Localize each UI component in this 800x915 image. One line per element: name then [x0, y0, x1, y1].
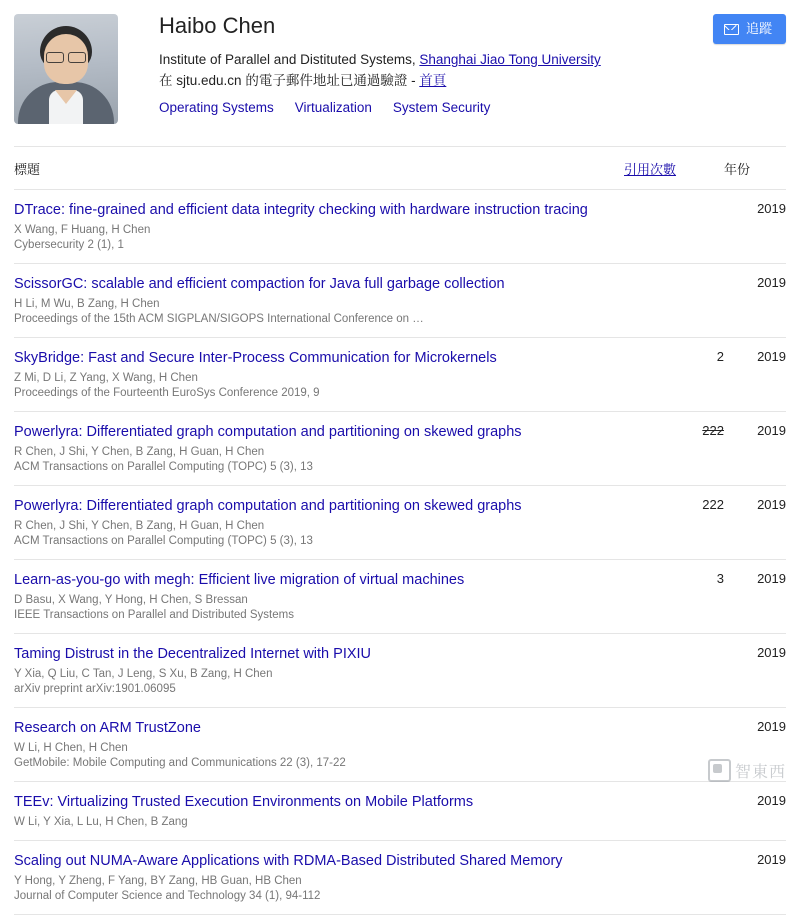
article-title-link[interactable]: Research on ARM TrustZone	[14, 720, 201, 736]
affiliation-link[interactable]: Shanghai Jiao Tong University	[419, 52, 601, 67]
avatar	[14, 14, 118, 124]
article-cell	[14, 486, 624, 560]
article-cell	[14, 634, 624, 708]
article-cell	[14, 560, 624, 634]
verified-suffix: 的電子郵件地址已通過驗證 -	[241, 73, 420, 88]
mail-icon	[724, 24, 739, 35]
article-venue: Journal of Computer Science and Technology 34 (1), 94-112	[14, 890, 321, 902]
table-row	[14, 841, 786, 915]
table-row	[14, 782, 786, 841]
article-year: 2019	[724, 708, 786, 782]
article-cell	[14, 412, 624, 486]
article-venue: ACM Transactions on Parallel Computing (TOPC) 5 (3), 13	[14, 535, 313, 547]
article-authors: X Wang, F Huang, H Chen	[14, 224, 151, 236]
article-authors: W Li, Y Xia, L Lu, H Chen, B Zang	[14, 816, 188, 828]
article-cited-by[interactable]: 3	[624, 560, 724, 634]
page-title: Haibo Chen	[159, 13, 276, 38]
avatar-glasses-icon	[44, 52, 88, 62]
article-title-link[interactable]: ScissorGC: scalable and efficient compaction for Java full garbage collection	[14, 276, 505, 292]
article-authors: H Li, M Wu, B Zang, H Chen	[14, 298, 160, 310]
avatar-neck	[55, 90, 77, 104]
interest-system-security[interactable]: System Security	[392, 100, 491, 115]
article-venue: arXiv preprint arXiv:1901.06095	[14, 683, 176, 695]
article-venue: Proceedings of the Fourteenth EuroSys Conference 2019, 9	[14, 387, 320, 399]
article-authors: Y Hong, Y Zheng, F Yang, BY Zang, HB Guan, HB Chen	[14, 875, 302, 887]
article-authors: D Basu, X Wang, Y Hong, H Chen, S Bressan	[14, 594, 248, 606]
table-row	[14, 634, 786, 708]
column-header-cited-by[interactable]	[624, 147, 724, 190]
table-row	[14, 264, 786, 338]
article-venue: Proceedings of the 15th ACM SIGPLAN/SIGOPS International Conference on …	[14, 313, 424, 325]
table-header	[14, 147, 786, 190]
article-cited-by[interactable]	[624, 190, 724, 264]
article-year: 2019	[724, 338, 786, 412]
verified-email-line	[159, 70, 713, 91]
article-title-link[interactable]: Scaling out NUMA-Aware Applications with RDMA-Based Distributed Shared Memory	[14, 853, 563, 869]
table-row	[14, 190, 786, 264]
article-authors: Z Mi, D Li, Z Yang, X Wang, H Chen	[14, 372, 198, 384]
articles-table	[14, 147, 786, 915]
article-authors: R Chen, J Shi, Y Chen, B Zang, H Guan, H Chen	[14, 446, 265, 458]
watermark-text: 智東西	[734, 762, 786, 781]
table-row	[14, 560, 786, 634]
article-cited-by[interactable]: 222	[624, 486, 724, 560]
article-title-link[interactable]: Powerlyra: Differentiated graph computation and partitioning on skewed graphs	[14, 498, 522, 514]
article-cell	[14, 264, 624, 338]
article-year: 2019	[724, 841, 786, 915]
article-venue: GetMobile: Mobile Computing and Communications 22 (3), 17-22	[14, 757, 346, 769]
verified-domain: sjtu.edu.cn	[176, 73, 242, 88]
table-header-row	[14, 147, 786, 190]
article-cited-by[interactable]	[624, 634, 724, 708]
article-cell	[14, 338, 624, 412]
article-cited-by[interactable]	[624, 782, 724, 841]
article-venue: IEEE Transactions on Parallel and Distributed Systems	[14, 609, 294, 621]
article-year: 2019	[724, 634, 786, 708]
table-row	[14, 338, 786, 412]
article-title-link[interactable]: DTrace: fine-grained and efficient data integrity checking with hardware instruction tracing	[14, 202, 588, 218]
article-cited-by[interactable]	[624, 841, 724, 915]
article-title-link[interactable]: SkyBridge: Fast and Secure Inter-Process Communication for Microkernels	[14, 350, 497, 366]
table-row	[14, 486, 786, 560]
article-year: 2019	[724, 264, 786, 338]
article-venue: Cybersecurity 2 (1), 1	[14, 239, 124, 251]
article-cited-by[interactable]: 2	[624, 338, 724, 412]
article-title-link[interactable]: Taming Distrust in the Decentralized Internet with PIXIU	[14, 646, 372, 662]
article-authors: R Chen, J Shi, Y Chen, B Zang, H Guan, H Chen	[14, 520, 265, 532]
follow-button-label: 追蹤	[745, 21, 772, 36]
sort-cited-by-link[interactable]: 引用次數	[624, 162, 677, 177]
article-year: 2019	[724, 412, 786, 486]
verified-prefix: 在	[159, 73, 177, 88]
article-authors: Y Xia, Q Liu, C Tan, J Leng, S Xu, B Zang, H Chen	[14, 668, 273, 680]
article-year: 2019	[724, 560, 786, 634]
article-title-link[interactable]: TEEv: Virtualizing Trusted Execution Environments on Mobile Platforms	[14, 794, 474, 810]
profile-info	[126, 10, 713, 124]
article-cited-by[interactable]	[624, 708, 724, 782]
profile-header	[0, 0, 800, 124]
article-cell	[14, 190, 624, 264]
article-year: 2019	[724, 190, 786, 264]
table-body	[14, 190, 786, 915]
interests-list	[159, 98, 713, 118]
interest-operating-systems[interactable]: Operating Systems	[159, 100, 274, 115]
article-venue: ACM Transactions on Parallel Computing (TOPC) 5 (3), 13	[14, 461, 313, 473]
homepage-link[interactable]: 首頁	[419, 73, 447, 88]
follow-button[interactable]	[713, 14, 786, 44]
article-cell	[14, 782, 624, 841]
article-year: 2019	[724, 486, 786, 560]
column-header-year: 年份	[724, 147, 786, 190]
article-cell	[14, 841, 624, 915]
table-row	[14, 708, 786, 782]
article-year: 2019	[724, 782, 786, 841]
articles-section	[14, 146, 786, 915]
column-header-title: 標題	[14, 147, 624, 190]
article-title-link[interactable]: Powerlyra: Differentiated graph computation and partitioning on skewed graphs	[14, 424, 522, 440]
table-row	[14, 412, 786, 486]
affiliation-line	[159, 49, 713, 70]
article-authors: W Li, H Chen, H Chen	[14, 742, 128, 754]
article-cell	[14, 708, 624, 782]
article-cited-by[interactable]: 222	[624, 412, 724, 486]
article-cited-by[interactable]	[624, 264, 724, 338]
interest-virtualization[interactable]: Virtualization	[294, 100, 372, 115]
affiliation-text: Institute of Parallel and Distituted Systems,	[159, 52, 420, 67]
article-title-link[interactable]: Learn-as-you-go with megh: Efficient live migration of virtual machines	[14, 572, 465, 588]
avatar-container	[14, 10, 126, 124]
